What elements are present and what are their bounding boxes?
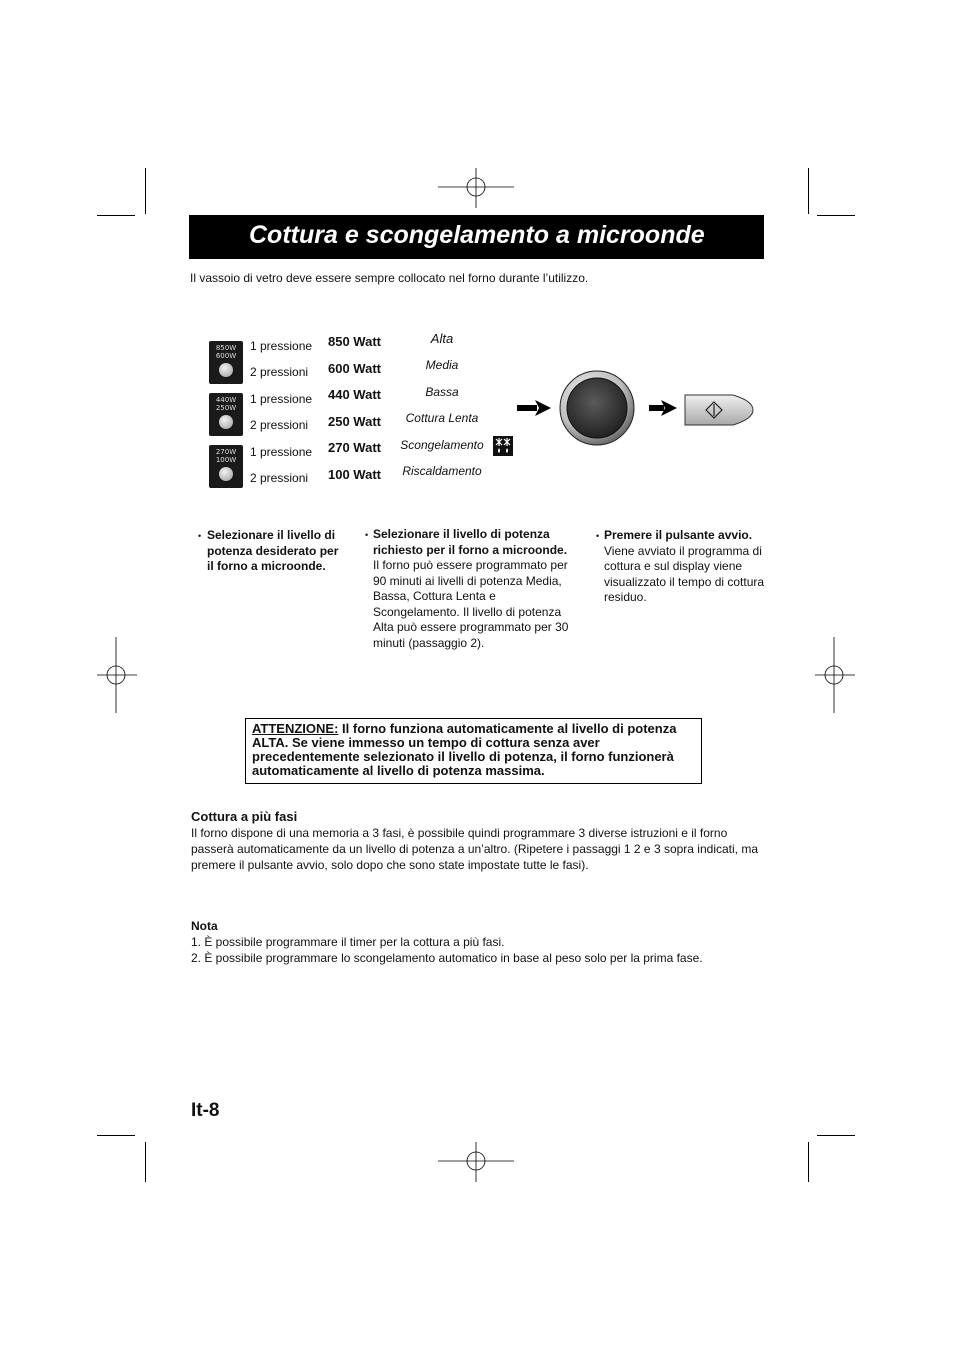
arrow-right-icon bbox=[649, 400, 677, 416]
step-1: Selezionare il livello di potenza desiderato per il forno a microonde. bbox=[207, 528, 339, 573]
registration-mark bbox=[815, 637, 855, 713]
power-button-850-600: 850W 600W bbox=[209, 341, 243, 384]
level-name: Media bbox=[425, 358, 459, 372]
level-name: Bassa bbox=[425, 385, 459, 399]
bullet: • bbox=[365, 530, 369, 540]
warning-text: Il forno funziona automaticamente al livello di potenza ALTA. Se viene immesso un tempo di cottura senza aver precedentemente selezionato il livello di potenza, il forno funzionerà automaticamente al livello di potenza massima. bbox=[252, 721, 677, 778]
level-name: Alta bbox=[430, 331, 454, 346]
press-count: 2 pressioni bbox=[250, 365, 309, 379]
bullet: • bbox=[596, 531, 600, 541]
level-name: Riscaldamento bbox=[402, 464, 482, 478]
press-count: 1 pressione bbox=[250, 445, 313, 459]
watt-value: 270 Watt bbox=[328, 440, 381, 455]
level-name: Scongelamento bbox=[400, 438, 484, 452]
watt-value: 100 Watt bbox=[328, 467, 381, 482]
crop-mark bbox=[808, 1142, 809, 1182]
note-item: 2. È possibile programmare lo scongelamento automatico in base al peso solo per la prima fase. bbox=[191, 951, 703, 965]
press-count: 2 pressioni bbox=[250, 418, 309, 432]
crop-mark bbox=[817, 215, 855, 216]
page-number: It-8 bbox=[191, 1100, 220, 1121]
watt-value: 600 Watt bbox=[328, 361, 381, 376]
press-count: 1 pressione bbox=[250, 392, 313, 406]
knob-icon bbox=[219, 467, 233, 481]
crop-mark bbox=[97, 1135, 135, 1136]
watt-value: 250 Watt bbox=[328, 414, 381, 429]
crop-mark bbox=[97, 215, 135, 216]
warning-box bbox=[245, 718, 702, 784]
intro-text: Il vassoio di vetro deve essere sempre collocato nel forno durante l’utilizzo. bbox=[190, 271, 589, 285]
registration-mark bbox=[438, 168, 514, 208]
bullet: • bbox=[198, 531, 202, 541]
crop-mark bbox=[808, 168, 809, 214]
watt-value: 850 Watt bbox=[328, 334, 381, 349]
dial-knob-icon bbox=[559, 370, 635, 446]
registration-mark bbox=[438, 1142, 514, 1182]
section-heading: Cottura a più fasi bbox=[191, 809, 298, 824]
watt-value: 440 Watt bbox=[328, 387, 381, 402]
note-heading: Nota bbox=[191, 919, 218, 933]
warning-label: ATTENZIONE: bbox=[252, 721, 339, 736]
registration-mark bbox=[97, 637, 137, 713]
step-2: Selezionare il livello di potenza richiesto per il forno a microonde. Il forno può essere programmato per 90 minuti ai livelli di potenza Media, Bassa, Cottura Lenta e Scongelamento. Il livello di potenza Alta può essere programmato per 30 minuti (passaggio 2). bbox=[373, 527, 569, 650]
crop-mark bbox=[145, 1142, 146, 1182]
power-button-270-100: 270W 100W bbox=[209, 445, 243, 488]
title-bar bbox=[189, 215, 764, 259]
crop-mark bbox=[145, 168, 146, 214]
knob-icon bbox=[219, 363, 233, 377]
note-item: 1. È possibile programmare il timer per la cottura a più fasi. bbox=[191, 935, 505, 949]
knob-icon bbox=[219, 415, 233, 429]
power-button-440-250: 440W 250W bbox=[209, 393, 243, 436]
page-title: Cottura e scongelamento a microonde bbox=[249, 221, 705, 249]
step-3: Premere il pulsante avvio. Viene avviato il programma di cottura e sul display viene visualizzato il tempo di cottura residuo. bbox=[604, 528, 765, 604]
arrow-right-icon bbox=[517, 400, 551, 416]
start-button-icon bbox=[683, 393, 755, 427]
crop-mark bbox=[817, 1135, 855, 1136]
level-name: Cottura Lenta bbox=[405, 411, 479, 425]
press-count: 1 pressione bbox=[250, 339, 313, 353]
section-text: Il forno dispone di una memoria a 3 fasi, è possibile quindi programmare 3 diverse istruzioni e il forno passerà automaticamente da un livello di potenza a un’altro. (Ripetere i passaggi 1 2 e 3 sopra indicati, ma premere il pulsante avvio, solo dopo che sono state impostate tutte le fasi). bbox=[191, 826, 758, 872]
press-count: 2 pressioni bbox=[250, 471, 309, 485]
defrost-icon bbox=[493, 436, 513, 456]
